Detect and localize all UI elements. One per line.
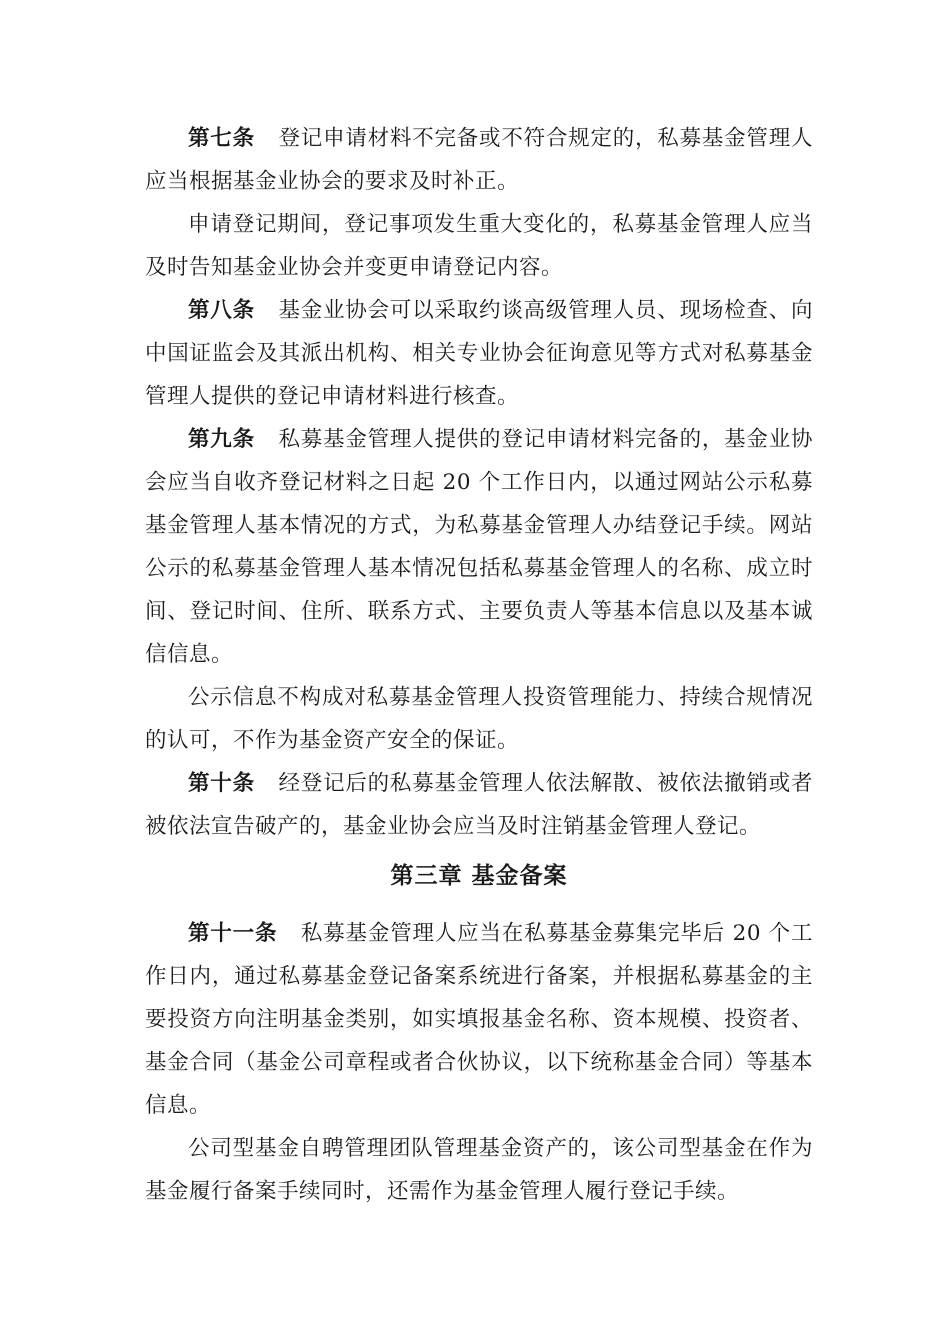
article-8-paragraph [145, 289, 813, 418]
article-9-label: 第九条 [188, 427, 255, 452]
article-10-text: 经登记后的私募基金管理人依法解散、被依法撤销或者被依法宣告破产的，基金业协会应当及时注销基金管理人登记。 [145, 771, 813, 839]
article-7-text-2: 申请登记期间，登记事项发生重大变化的，私募基金管理人应当及时告知基金业协会并变更申请登记内容。 [145, 212, 813, 280]
article-9-paragraph [145, 418, 813, 676]
article-8-label: 第八条 [188, 298, 255, 323]
article-9-paragraph-2 [145, 676, 813, 762]
article-9-text: 私募基金管理人提供的登记申请材料完备的，基金业协会应当自收齐登记材料之日起 20 个工作日内，以通过网站公示私募基金管理人基本情况的方式，为私募基金管理人办结登记手续。网站公示的私募基金管理人基本情况包括私募基金管理人的名称、成立时间、登记时间、住所、联系方式、主要负责人等基本信息以及基本诚信信息。 [145, 427, 813, 667]
article-7-paragraph [145, 117, 813, 203]
article-9-text-2: 公示信息不构成对私募基金管理人投资管理能力、持续合规情况的认可，不作为基金资产安全的保证。 [145, 685, 813, 753]
chapter-title: 第三章 基金备案 [390, 863, 568, 889]
article-10-label: 第十条 [188, 771, 255, 796]
article-7-text: 登记申请材料不完备或不符合规定的，私募基金管理人应当根据基金业协会的要求及时补正。 [145, 126, 813, 194]
article-11-paragraph-2 [145, 1127, 813, 1213]
article-7-label: 第七条 [188, 126, 255, 151]
article-10-paragraph [145, 762, 813, 848]
document-body [145, 117, 813, 1213]
article-11-text-2: 公司型基金自聘管理团队管理基金资产的，该公司型基金在作为基金履行备案手续同时，还需作为基金管理人履行登记手续。 [145, 1136, 813, 1204]
article-11-label: 第十一条 [188, 921, 278, 946]
article-7-paragraph-2 [145, 203, 813, 289]
article-8-text: 基金业协会可以采取约谈高级管理人员、现场检查、向中国证监会及其派出机构、相关专业协会征询意见等方式对私募基金管理人提供的登记申请材料进行核查。 [145, 298, 813, 409]
article-11-paragraph [145, 912, 813, 1127]
article-11-text: 私募基金管理人应当在私募基金募集完毕后 20 个工作日内，通过私募基金登记备案系统进行备案，并根据私募基金的主要投资方向注明基金类别，如实填报基金名称、资本规模、投资者、基金合同（基金公司章程或者合伙协议，以下统称基金合同）等基本信息。 [145, 921, 813, 1118]
